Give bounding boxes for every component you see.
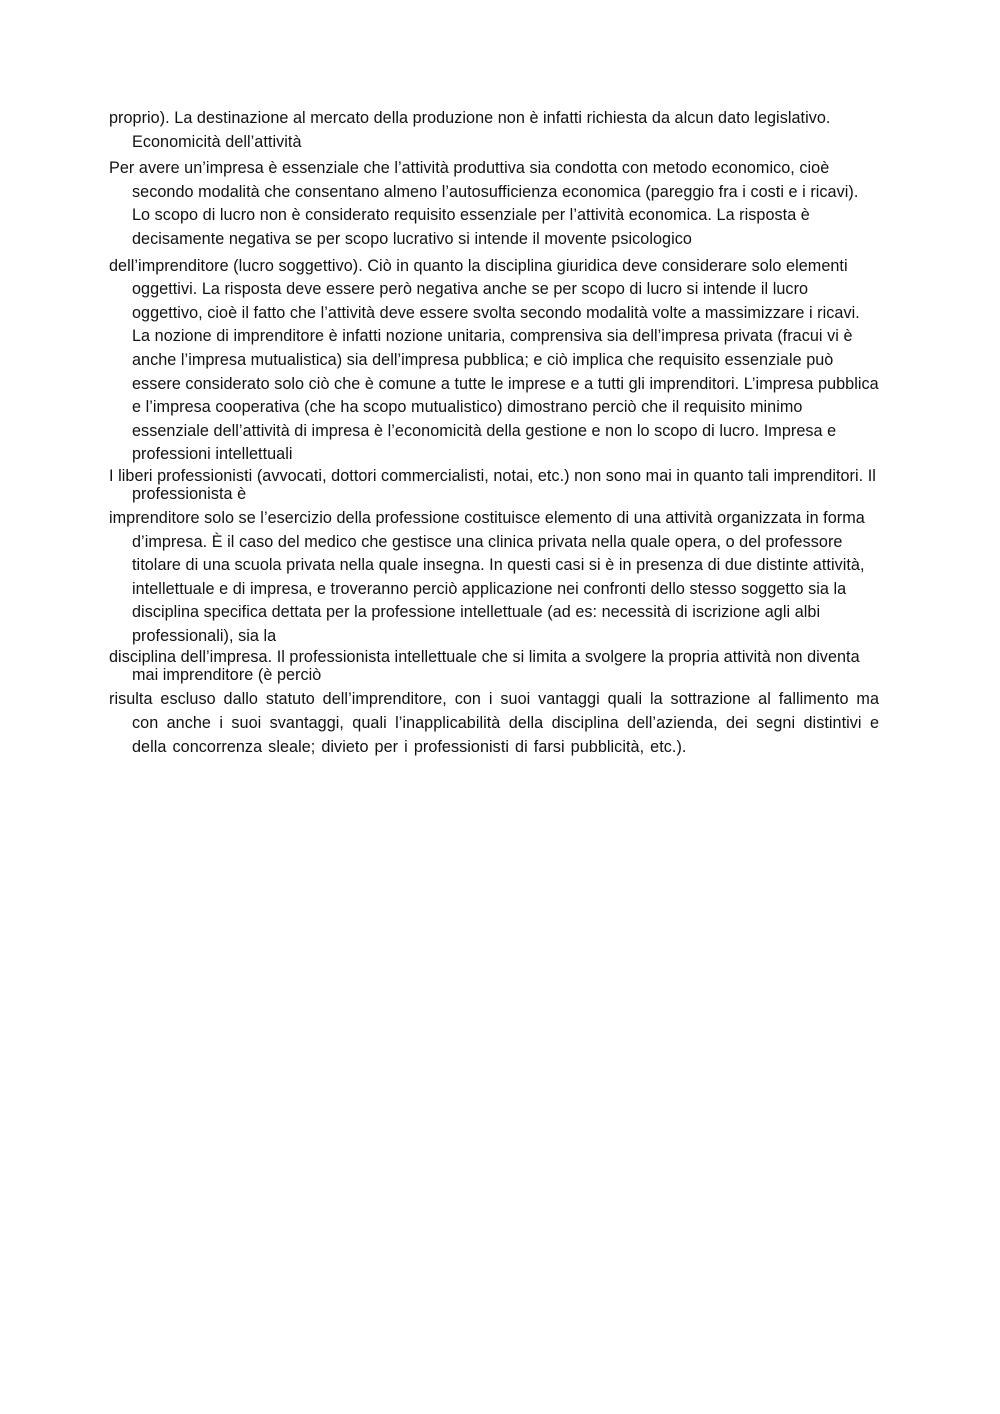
paragraph-disciplina-impresa: disciplina dell’impresa. Il professionista intellettuale che si limita a svolgere la propria attività non diventa mai imprenditore (è perciò [109, 648, 860, 685]
paragraph-liberi-professionisti: I liberi professionisti (avvocati, dottori commercialisti, notai, etc.) non sono mai in quanto tali imprenditori. Il professionista è [109, 466, 876, 503]
paragraph-economicita: Per avere un’impresa è essenziale che l’attività produttiva sia condotta con metodo economico, cioè secondo modalità che consentano almeno l’autosufficienza economica (pareggio fra i costi e i ricavi). Lo scopo di lucro non è considerato requisito essenziale per l’attività economica. La risposta è decisamente negativa se per scopo lucrativo si intende il movente psicologico [109, 159, 859, 248]
paragraph-statuto-imprenditore: risulta escluso dallo statuto dell’imprenditore, con i suoi vantaggi quali la sottrazione al fallimento ma con anche i suoi svantaggi, quali l’inapplicabilità della disciplina dell’azienda, dei segni distintivi e della concorrenza sleale; divieto per i professionisti di farsi pubblicità, etc.). [109, 690, 879, 756]
paragraph-imprenditore-professione: imprenditore solo se l’esercizio della professione costituisce elemento di una attività organizzata in forma d’impresa. È il caso del medico che gestisce una clinica privata nella quale opera, o del professore titolare di una scuola privata nella quale insegna. In questi casi si è in presenza di due distinte attività, intellettuale e di impresa, e troveranno perciò applicazione nei confronti dello stesso soggetto sia la disciplina specifica dettata per la professione intellettuale (ad es: necessità di iscrizione agli albi professionali), sia la [109, 508, 865, 645]
document-body [109, 107, 879, 759]
paragraph-destinazione-mercato: proprio). La destinazione al mercato della produzione non è infatti richiesta da alcun dato legislativo. Economicità dell’attività [109, 109, 831, 151]
paragraph-lucro-soggettivo: dell’imprenditore (lucro soggettivo). Ciò in quanto la disciplina giuridica deve considerare solo elementi oggettivi. La risposta deve essere però negativa anche se per scopo di lucro si intende il lucro oggettivo, cioè il fatto che l’attività deve essere svolta secondo modalità volte a massimizzare i ricavi. La nozione di imprenditore è infatti nozione unitaria, comprensiva sia dell’impresa privata (fracui vi è anche l’impresa mutualistica) sia dell’impresa pubblica; e ciò implica che requisito essenziale può essere considerato solo ciò che è comune a tutte le imprese e a tutti gli imprenditori. L’impresa pubblica e l’impresa cooperativa (che ha scopo mutualistico) dimostrano perciò che il requisito minimo essenziale dell’attività di impresa è l’economicità della gestione e non lo scopo di lucro. Impresa e professioni intellettuali [109, 256, 879, 464]
